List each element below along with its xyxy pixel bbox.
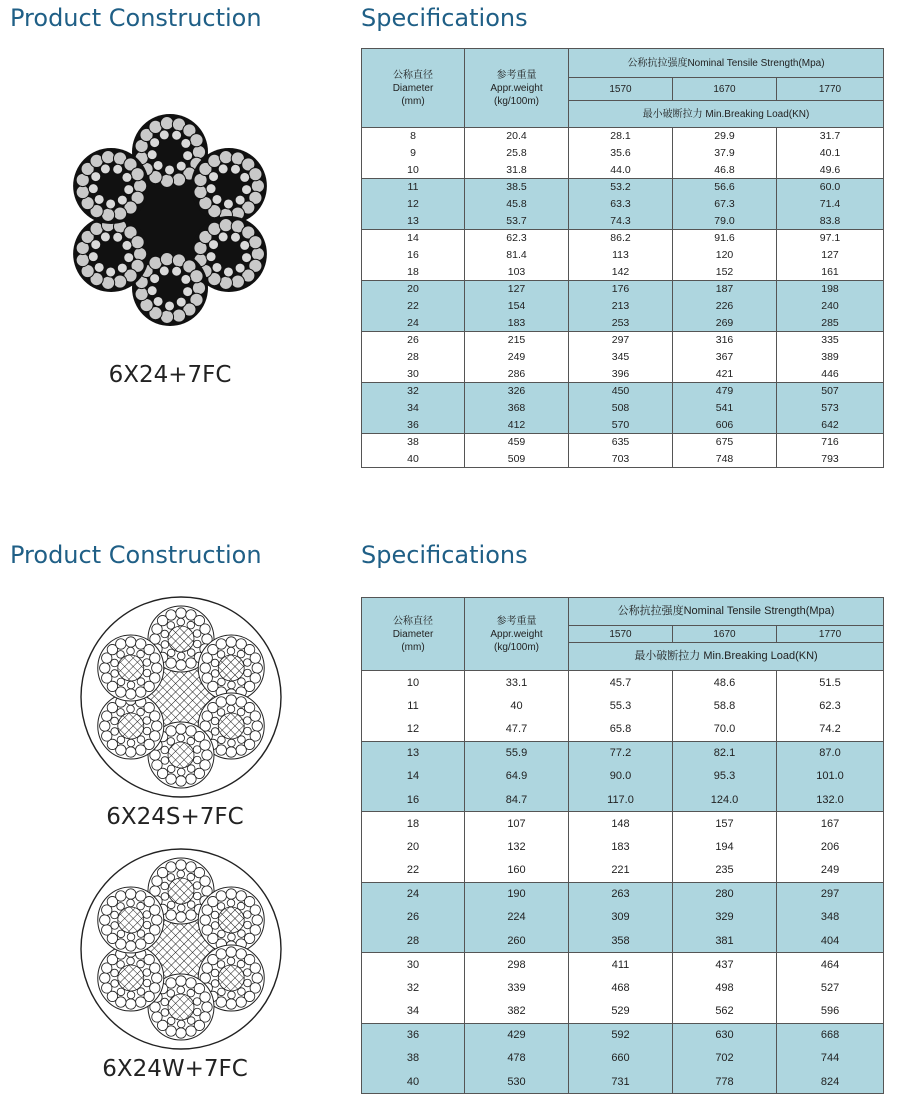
table-cell: 11 bbox=[362, 179, 465, 196]
table-row bbox=[362, 281, 884, 298]
table-cell: 31.8 bbox=[465, 162, 569, 179]
table-cell: 348 bbox=[777, 906, 884, 930]
table-row bbox=[362, 366, 884, 383]
header-diameter: 公称直径 Diameter (mm) bbox=[362, 49, 465, 128]
table-cell: 22 bbox=[362, 298, 465, 315]
table-cell: 28 bbox=[362, 929, 465, 953]
table-cell: 51.5 bbox=[777, 671, 884, 695]
table-cell: 285 bbox=[777, 315, 884, 332]
table-row bbox=[362, 145, 884, 162]
table-row bbox=[362, 247, 884, 264]
table-cell: 152 bbox=[673, 264, 777, 281]
table-cell: 40 bbox=[465, 694, 569, 718]
table-cell: 55.3 bbox=[569, 694, 673, 718]
table-cell: 437 bbox=[673, 953, 777, 977]
table-cell: 142 bbox=[569, 264, 673, 281]
header-grade: 1770 bbox=[777, 626, 884, 643]
table-cell: 16 bbox=[362, 788, 465, 812]
table-cell: 297 bbox=[569, 332, 673, 349]
table-cell: 421 bbox=[673, 366, 777, 383]
table-row bbox=[362, 383, 884, 400]
table-row bbox=[362, 400, 884, 417]
table-cell: 37.9 bbox=[673, 145, 777, 162]
table-cell: 778 bbox=[673, 1070, 777, 1094]
table-cell: 9 bbox=[362, 145, 465, 162]
table-row bbox=[362, 298, 884, 315]
table-cell: 446 bbox=[777, 366, 884, 383]
table-cell: 381 bbox=[673, 929, 777, 953]
table-cell: 38 bbox=[362, 1047, 465, 1071]
table-cell: 592 bbox=[569, 1023, 673, 1047]
table-cell: 87.0 bbox=[777, 741, 884, 765]
wire-rope-6x24-7fc-cross-section-icon bbox=[55, 100, 285, 340]
table-cell: 20.4 bbox=[465, 128, 569, 145]
table-cell: 345 bbox=[569, 349, 673, 366]
table-cell: 103 bbox=[465, 264, 569, 281]
table-cell: 703 bbox=[569, 451, 673, 468]
table-cell: 660 bbox=[569, 1047, 673, 1071]
table-row bbox=[362, 162, 884, 179]
table-cell: 30 bbox=[362, 953, 465, 977]
table-cell: 74.2 bbox=[777, 718, 884, 742]
table-cell: 326 bbox=[465, 383, 569, 400]
table-cell: 316 bbox=[673, 332, 777, 349]
table-cell: 160 bbox=[465, 859, 569, 883]
table-cell: 32 bbox=[362, 976, 465, 1000]
table-cell: 226 bbox=[673, 298, 777, 315]
table-cell: 58.8 bbox=[673, 694, 777, 718]
table-cell: 396 bbox=[569, 366, 673, 383]
table-row bbox=[362, 434, 884, 451]
table-cell: 529 bbox=[569, 1000, 673, 1024]
table-cell: 10 bbox=[362, 671, 465, 695]
table-cell: 34 bbox=[362, 1000, 465, 1024]
table-cell: 562 bbox=[673, 1000, 777, 1024]
table-row bbox=[362, 953, 884, 977]
header-diameter: 公称直径 Diameter (mm) bbox=[362, 598, 465, 671]
table-cell: 101.0 bbox=[777, 765, 884, 789]
table-row bbox=[362, 859, 884, 883]
table-row bbox=[362, 1070, 884, 1094]
header-grade: 1770 bbox=[777, 78, 884, 101]
table-cell: 190 bbox=[465, 882, 569, 906]
table-cell: 161 bbox=[777, 264, 884, 281]
table-cell: 132.0 bbox=[777, 788, 884, 812]
table-cell: 450 bbox=[569, 383, 673, 400]
specifications-table bbox=[361, 48, 884, 468]
table-cell: 40 bbox=[362, 1070, 465, 1094]
table-cell: 86.2 bbox=[569, 230, 673, 247]
table-cell: 479 bbox=[673, 383, 777, 400]
table-cell: 269 bbox=[673, 315, 777, 332]
table-cell: 117.0 bbox=[569, 788, 673, 812]
table-cell: 309 bbox=[569, 906, 673, 930]
table-cell: 12 bbox=[362, 196, 465, 213]
table-cell: 459 bbox=[465, 434, 569, 451]
table-cell: 541 bbox=[673, 400, 777, 417]
wire-rope-6x24s-7fc-cross-section-icon bbox=[78, 594, 284, 800]
table-cell: 198 bbox=[777, 281, 884, 298]
table-cell: 368 bbox=[465, 400, 569, 417]
table-cell: 507 bbox=[777, 383, 884, 400]
header-grade: 1570 bbox=[569, 78, 673, 101]
table-cell: 30 bbox=[362, 366, 465, 383]
product-label: 6X24W+7FC bbox=[102, 1056, 248, 1082]
table-cell: 253 bbox=[569, 315, 673, 332]
table-cell: 81.4 bbox=[465, 247, 569, 264]
table-cell: 79.0 bbox=[673, 213, 777, 230]
table-cell: 176 bbox=[569, 281, 673, 298]
table-cell: 31.7 bbox=[777, 128, 884, 145]
table-cell: 45.8 bbox=[465, 196, 569, 213]
table-cell: 14 bbox=[362, 765, 465, 789]
specifications-title: Specifications bbox=[361, 541, 528, 569]
table-cell: 412 bbox=[465, 417, 569, 434]
table-row bbox=[362, 694, 884, 718]
table-cell: 16 bbox=[362, 247, 465, 264]
table-cell: 464 bbox=[777, 953, 884, 977]
table-row bbox=[362, 788, 884, 812]
table-cell: 33.1 bbox=[465, 671, 569, 695]
table-cell: 206 bbox=[777, 835, 884, 859]
table-cell: 429 bbox=[465, 1023, 569, 1047]
table-row bbox=[362, 230, 884, 247]
table-cell: 25.8 bbox=[465, 145, 569, 162]
product-construction-title: Product Construction bbox=[10, 4, 262, 32]
table-cell: 74.3 bbox=[569, 213, 673, 230]
table-cell: 702 bbox=[673, 1047, 777, 1071]
product-construction-title: Product Construction bbox=[10, 541, 262, 569]
table-cell: 260 bbox=[465, 929, 569, 953]
product-label: 6X24+7FC bbox=[108, 362, 232, 388]
table-cell: 95.3 bbox=[673, 765, 777, 789]
header-tensile-strength: 公称抗拉强度Nominal Tensile Strength(Mpa) bbox=[569, 598, 884, 626]
table-cell: 12 bbox=[362, 718, 465, 742]
header-weight: 参考重量 Appr.weight (kg/100m) bbox=[465, 49, 569, 128]
table-cell: 53.2 bbox=[569, 179, 673, 196]
table-cell: 249 bbox=[777, 859, 884, 883]
table-cell: 28.1 bbox=[569, 128, 673, 145]
table-cell: 744 bbox=[777, 1047, 884, 1071]
table-cell: 339 bbox=[465, 976, 569, 1000]
table-cell: 44.0 bbox=[569, 162, 673, 179]
table-cell: 329 bbox=[673, 906, 777, 930]
table-cell: 411 bbox=[569, 953, 673, 977]
header-tensile-strength: 公称抗拉强度Nominal Tensile Strength(Mpa) bbox=[569, 49, 884, 78]
table-cell: 793 bbox=[777, 451, 884, 468]
table-row bbox=[362, 315, 884, 332]
table-cell: 748 bbox=[673, 451, 777, 468]
table-cell: 71.4 bbox=[777, 196, 884, 213]
table-cell: 34 bbox=[362, 400, 465, 417]
table-cell: 47.7 bbox=[465, 718, 569, 742]
table-cell: 335 bbox=[777, 332, 884, 349]
table-cell: 389 bbox=[777, 349, 884, 366]
table-row bbox=[362, 835, 884, 859]
table-cell: 570 bbox=[569, 417, 673, 434]
table-cell: 298 bbox=[465, 953, 569, 977]
table-cell: 18 bbox=[362, 264, 465, 281]
table-row bbox=[362, 812, 884, 836]
table-cell: 509 bbox=[465, 451, 569, 468]
table-cell: 297 bbox=[777, 882, 884, 906]
table-cell: 91.6 bbox=[673, 230, 777, 247]
table-cell: 13 bbox=[362, 213, 465, 230]
table-cell: 8 bbox=[362, 128, 465, 145]
table-cell: 60.0 bbox=[777, 179, 884, 196]
table-cell: 56.6 bbox=[673, 179, 777, 196]
table-cell: 26 bbox=[362, 332, 465, 349]
table-row bbox=[362, 451, 884, 468]
table-cell: 358 bbox=[569, 929, 673, 953]
table-cell: 468 bbox=[569, 976, 673, 1000]
table-cell: 630 bbox=[673, 1023, 777, 1047]
table-cell: 22 bbox=[362, 859, 465, 883]
table-row bbox=[362, 671, 884, 695]
table-cell: 124.0 bbox=[673, 788, 777, 812]
table-cell: 508 bbox=[569, 400, 673, 417]
table-cell: 668 bbox=[777, 1023, 884, 1047]
table-row bbox=[362, 976, 884, 1000]
table-cell: 382 bbox=[465, 1000, 569, 1024]
header-breaking-load: 最小破断拉力 Min.Breaking Load(KN) bbox=[569, 643, 884, 671]
table-cell: 40 bbox=[362, 451, 465, 468]
table-cell: 183 bbox=[569, 835, 673, 859]
table-cell: 48.6 bbox=[673, 671, 777, 695]
table-row bbox=[362, 417, 884, 434]
table-cell: 120 bbox=[673, 247, 777, 264]
table-cell: 731 bbox=[569, 1070, 673, 1094]
table-cell: 213 bbox=[569, 298, 673, 315]
table-cell: 13 bbox=[362, 741, 465, 765]
table-cell: 84.7 bbox=[465, 788, 569, 812]
table-cell: 530 bbox=[465, 1070, 569, 1094]
table-cell: 154 bbox=[465, 298, 569, 315]
header-grade: 1670 bbox=[673, 626, 777, 643]
table-cell: 53.7 bbox=[465, 213, 569, 230]
product-label: 6X24S+7FC bbox=[106, 804, 244, 830]
wire-rope-6x24w-7fc-cross-section-icon bbox=[78, 846, 284, 1052]
table-row bbox=[362, 1023, 884, 1047]
table-cell: 90.0 bbox=[569, 765, 673, 789]
table-cell: 194 bbox=[673, 835, 777, 859]
table-cell: 573 bbox=[777, 400, 884, 417]
table-row bbox=[362, 213, 884, 230]
table-cell: 97.1 bbox=[777, 230, 884, 247]
table-cell: 83.8 bbox=[777, 213, 884, 230]
table-cell: 40.1 bbox=[777, 145, 884, 162]
table-cell: 113 bbox=[569, 247, 673, 264]
table-cell: 478 bbox=[465, 1047, 569, 1071]
table-cell: 63.3 bbox=[569, 196, 673, 213]
table-cell: 28 bbox=[362, 349, 465, 366]
table-cell: 263 bbox=[569, 882, 673, 906]
table-cell: 367 bbox=[673, 349, 777, 366]
table-cell: 14 bbox=[362, 230, 465, 247]
table-cell: 29.9 bbox=[673, 128, 777, 145]
header-grade: 1570 bbox=[569, 626, 673, 643]
table-cell: 107 bbox=[465, 812, 569, 836]
table-cell: 148 bbox=[569, 812, 673, 836]
table-cell: 10 bbox=[362, 162, 465, 179]
table-cell: 35.6 bbox=[569, 145, 673, 162]
table-cell: 77.2 bbox=[569, 741, 673, 765]
table-cell: 18 bbox=[362, 812, 465, 836]
table-cell: 187 bbox=[673, 281, 777, 298]
table-cell: 675 bbox=[673, 434, 777, 451]
table-cell: 46.8 bbox=[673, 162, 777, 179]
specifications-table bbox=[361, 597, 884, 1094]
table-cell: 221 bbox=[569, 859, 673, 883]
table-cell: 249 bbox=[465, 349, 569, 366]
table-cell: 45.7 bbox=[569, 671, 673, 695]
table-cell: 132 bbox=[465, 835, 569, 859]
table-cell: 240 bbox=[777, 298, 884, 315]
table-row bbox=[362, 349, 884, 366]
table-cell: 24 bbox=[362, 315, 465, 332]
table-row bbox=[362, 906, 884, 930]
table-row bbox=[362, 332, 884, 349]
table-cell: 62.3 bbox=[777, 694, 884, 718]
table-cell: 82.1 bbox=[673, 741, 777, 765]
table-cell: 26 bbox=[362, 906, 465, 930]
table-row bbox=[362, 765, 884, 789]
header-breaking-load: 最小破断拉力 Min.Breaking Load(KN) bbox=[569, 101, 884, 128]
table-cell: 280 bbox=[673, 882, 777, 906]
table-cell: 404 bbox=[777, 929, 884, 953]
table-cell: 606 bbox=[673, 417, 777, 434]
table-cell: 286 bbox=[465, 366, 569, 383]
table-cell: 498 bbox=[673, 976, 777, 1000]
table-row bbox=[362, 882, 884, 906]
table-cell: 55.9 bbox=[465, 741, 569, 765]
table-cell: 70.0 bbox=[673, 718, 777, 742]
table-cell: 127 bbox=[465, 281, 569, 298]
table-cell: 38 bbox=[362, 434, 465, 451]
header-weight: 参考重量 Appr.weight (kg/100m) bbox=[465, 598, 569, 671]
table-cell: 157 bbox=[673, 812, 777, 836]
table-cell: 36 bbox=[362, 1023, 465, 1047]
table-cell: 224 bbox=[465, 906, 569, 930]
table-row bbox=[362, 196, 884, 213]
table-cell: 64.9 bbox=[465, 765, 569, 789]
table-cell: 49.6 bbox=[777, 162, 884, 179]
table-row bbox=[362, 264, 884, 281]
table-cell: 62.3 bbox=[465, 230, 569, 247]
table-cell: 642 bbox=[777, 417, 884, 434]
table-cell: 183 bbox=[465, 315, 569, 332]
table-row bbox=[362, 179, 884, 196]
header-grade: 1670 bbox=[673, 78, 777, 101]
table-cell: 24 bbox=[362, 882, 465, 906]
table-cell: 635 bbox=[569, 434, 673, 451]
table-cell: 596 bbox=[777, 1000, 884, 1024]
table-cell: 32 bbox=[362, 383, 465, 400]
table-cell: 824 bbox=[777, 1070, 884, 1094]
table-cell: 11 bbox=[362, 694, 465, 718]
table-cell: 65.8 bbox=[569, 718, 673, 742]
table-row bbox=[362, 1000, 884, 1024]
table-cell: 716 bbox=[777, 434, 884, 451]
table-row bbox=[362, 1047, 884, 1071]
table-cell: 235 bbox=[673, 859, 777, 883]
specifications-title: Specifications bbox=[361, 4, 528, 32]
table-cell: 215 bbox=[465, 332, 569, 349]
table-cell: 38.5 bbox=[465, 179, 569, 196]
table-row bbox=[362, 128, 884, 145]
table-row bbox=[362, 929, 884, 953]
table-cell: 127 bbox=[777, 247, 884, 264]
table-cell: 527 bbox=[777, 976, 884, 1000]
table-row bbox=[362, 741, 884, 765]
table-cell: 67.3 bbox=[673, 196, 777, 213]
table-row bbox=[362, 718, 884, 742]
table-cell: 167 bbox=[777, 812, 884, 836]
table-cell: 20 bbox=[362, 281, 465, 298]
table-cell: 20 bbox=[362, 835, 465, 859]
table-cell: 36 bbox=[362, 417, 465, 434]
